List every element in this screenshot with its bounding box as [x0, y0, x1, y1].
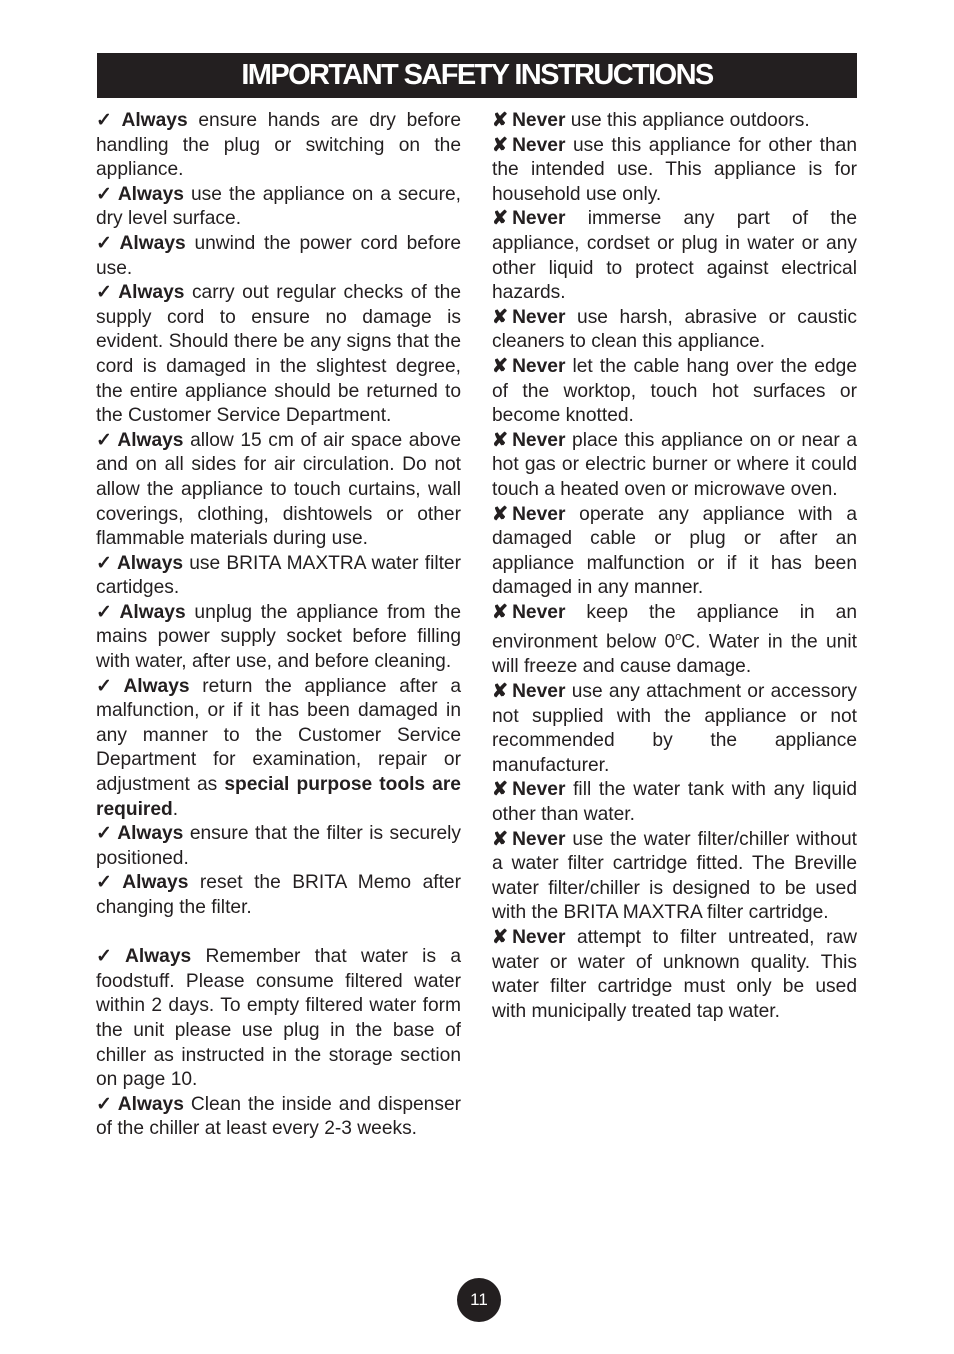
check-mark-icon: ✓ [96, 552, 113, 574]
check-mark-icon: ✓ [96, 429, 114, 451]
check-mark-icon: ✓ [96, 946, 122, 968]
list-item: ✘ Never use this appliance for other than the intended use. This appliance is for household use only. [492, 134, 857, 205]
page-number: 11 [470, 1290, 488, 1309]
list-item: ✘ Never let the cable hang over the edge of the worktop, touch hot surfaces or become knotted. [492, 355, 857, 427]
check-mark-icon: ✓ [96, 110, 118, 131]
check-mark-icon: ✓ [96, 232, 116, 254]
list-item: ✘ Never use the water filter/chiller without a water filter cartridge fitted. The Breville water filter/chiller is designed to be used with the BRITA MAXTRA filter cartridge. [492, 828, 857, 924]
list-item: ✘ Never place this appliance on or near a hot gas or electric burner or where it could touch a heated oven or microwave oven. [492, 429, 857, 500]
cross-mark-icon: ✘ [492, 681, 509, 703]
page-number-badge [457, 1278, 501, 1322]
check-mark-icon: ✓ [96, 1093, 114, 1115]
cross-mark-icon: ✘ [492, 306, 509, 328]
list-item: ✘ Never use this appliance outdoors. [492, 110, 810, 131]
list-item: ✓ Always use the appliance on a secure, dry level surface. [96, 183, 461, 230]
spacer [96, 921, 461, 946]
cross-mark-icon: ✘ [492, 503, 509, 525]
list-item: ✘ Never immerse any part of the appliance, cordset or plug in water or any other liquid to protect against electrical hazards. [492, 208, 857, 304]
list-item: ✓ Always return the appliance after a malfunction, or if it has been damaged in any manner to the Customer Service Department for examination, repair or adjustment as special purpose tools are required. [96, 675, 461, 820]
cross-mark-icon: ✘ [492, 429, 509, 451]
check-mark-icon: ✓ [96, 282, 115, 304]
check-mark-icon: ✓ [96, 601, 116, 623]
cross-mark-icon: ✘ [492, 110, 509, 131]
list-item: ✓ Always carry out regular checks of the supply cord to ensure no damage is evident. Should there be any signs that the cord is damaged in the slightest degree, the entire appliance should be returned to the Customer Service Department. [96, 282, 462, 427]
check-mark-icon: ✓ [96, 675, 120, 697]
list-item: ✘ Never operate any appliance with a damaged cable or plug or after an appliance malfunction or if it has been damaged in any manner. [492, 503, 857, 599]
list-item: ✓ Always allow 15 cm of air space above and on all sides for air circulation. Do not allow the appliance to touch curtains, wall coverings, clothing, dishtowels or other flammable materials during use. [96, 429, 462, 550]
list-item: ✘ Never use any attachment or accessory not supplied with the appliance or not recommended by the appliance manufacturer. [492, 681, 857, 776]
title-bar [97, 53, 857, 98]
check-mark-icon: ✓ [96, 823, 114, 845]
cross-mark-icon: ✘ [492, 779, 509, 801]
list-item: ✓ Always Clean the inside and dispenser of the chiller at least every 2-3 weeks. [96, 1093, 462, 1140]
cross-mark-icon: ✘ [492, 828, 509, 850]
check-mark-icon: ✓ [96, 872, 119, 894]
list-item: ✘ Never fill the water tank with any liquid other than water. [492, 779, 857, 826]
list-item: ✘ Never keep the appliance in an environment below 0$^o$C. Water in the unit will freeze and cause damage. [492, 601, 857, 678]
never-list [492, 109, 857, 1024]
always-list [96, 109, 461, 1142]
list-item: ✓ Always reset the BRITA Memo after changing the filter. [96, 872, 461, 918]
list-item: ✓ Always unplug the appliance from the mains power supply socket before filling with water, after use, and before cleaning. [96, 601, 461, 673]
list-item: ✓ Always unwind the power cord before use. [96, 232, 462, 279]
list-item: ✓ Always ensure hands are dry before handling the plug or switching on the appliance. [96, 110, 461, 181]
cross-mark-icon: ✘ [492, 208, 509, 230]
list-item: ✘ Never attempt to filter untreated, raw water or water of unknown quality. This water filter cartridge must only be used with municipally treated tap water. [492, 926, 857, 1022]
cross-mark-icon: ✘ [492, 601, 509, 623]
cross-mark-icon: ✘ [492, 926, 509, 948]
list-item: ✓ Always use BRITA MAXTRA water filter cartidges. [96, 552, 461, 599]
list-item: ✘ Never use harsh, abrasive or caustic cleaners to clean this appliance. [492, 306, 857, 353]
page-title: IMPORTANT SAFETY INSTRUCTIONS [241, 59, 713, 91]
list-item: ✓ Always Remember that water is a foodstuff. Please consume filtered water within 2 days. To empty filtered water form the unit please use plug in the base of chiller as instructed in the storage section on page 10. [96, 946, 461, 1091]
check-mark-icon: ✓ [96, 183, 114, 205]
cross-mark-icon: ✘ [492, 134, 509, 156]
cross-mark-icon: ✘ [492, 355, 509, 377]
list-item: ✓ Always ensure that the filter is securely positioned. [96, 823, 462, 869]
